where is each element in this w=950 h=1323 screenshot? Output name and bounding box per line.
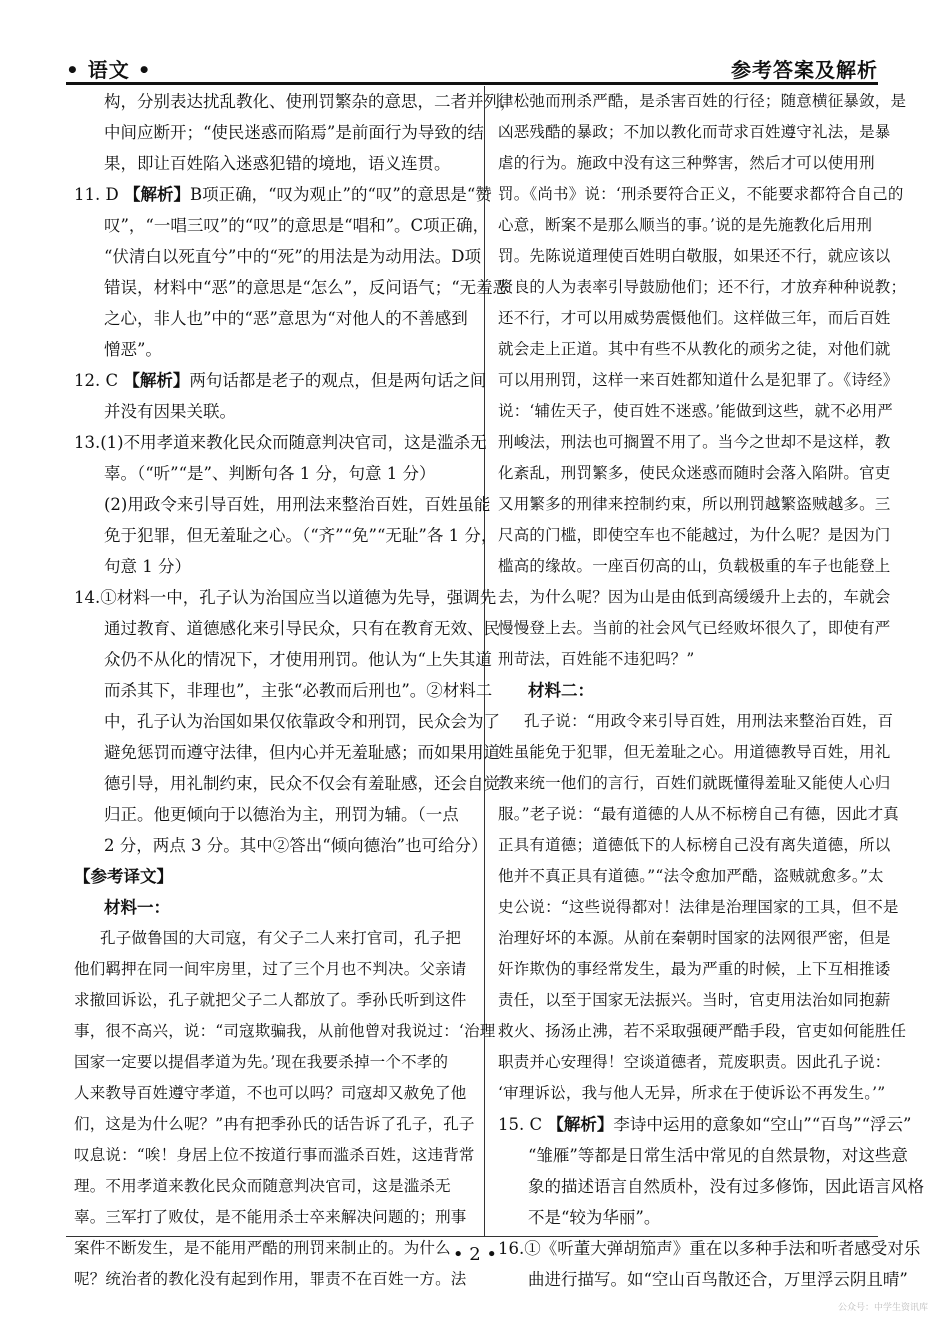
text-line: 叹”，“一唱三叹”的“叹”的意思是“唱和”。C项正确，: [104, 216, 490, 235]
text-line: 归正。他更倾向于以德治为主，刑罚为辅。（一点: [104, 805, 459, 824]
text-line: 职责并心安理得！空谈道德者，荒废职责。因此孔子说：: [498, 1053, 891, 1071]
text-line: 刑峻法，刑法也可搁置不用了。当今之世却不是这样，教: [498, 433, 891, 451]
text-line: 慢慢登上去。当前的社会风气已经败坏很久了，即使有严: [498, 619, 891, 637]
text-line: “伏清白以死直兮”中的“死”的用法是为动用法。D项: [104, 247, 481, 266]
text-line: 案件不断发生，是不能用严酷的刑罚来制止的。为什么: [74, 1239, 451, 1257]
text-line: 中间应断开；“使民迷惑而陷焉”是前面行为导致的结: [104, 123, 484, 142]
text-line: 求撤回诉讼，孔子就把父子二人都放了。季孙氏听到这件: [74, 991, 467, 1009]
text-line: 罚。《尚书》说：‘刑杀要符合正义，不能要求都符合自己的: [498, 185, 904, 203]
text-line: 姓虽能免于犯罪，但无羞耻之心。用道德教导百姓，用礼: [498, 743, 891, 761]
text-line: 辜。三军打了败仗，是不能用杀士卒来解决问题的；刑事: [74, 1208, 467, 1226]
text-line: 说：‘辅佐天子，使百姓不迷惑。’能做到这些，就不必用严: [498, 402, 894, 420]
text-line: “雏雁”等都是日常生活中常见的自然景物，对这些意: [528, 1146, 908, 1165]
text-line: 虐的行为。施政中没有这三种弊害，然后才可以使用刑: [498, 154, 875, 172]
text-line: 责任，以至于国家无法振兴。当时，官吏用法治如同抱薪: [498, 991, 891, 1009]
text-line: (1)不用孝道来教化民众而随意判决官司，这是滥杀无: [100, 433, 487, 452]
text-line: 他并不真正具有道德。”“法令愈加严酷，盗贼就愈多。”太: [498, 867, 884, 885]
subject-label: • 语文 •: [66, 58, 152, 82]
text-line: 罚。先陈说道理使百姓明白敬服，如果还不行，就应该以: [498, 247, 891, 265]
material-one-title: 材料一：: [104, 898, 170, 917]
material-two-title: 材料二：: [528, 681, 594, 700]
text-line: 曲进行描写。如“空山百鸟散还合，万里浮云阴且晴”: [528, 1270, 908, 1289]
material-one-translation-continued: [498, 86, 907, 675]
question-number: 14.: [74, 588, 101, 607]
material-two-translation: [498, 706, 907, 1109]
text-line: 通过教育、道德感化来引导民众，只有在教育无效、民: [104, 619, 500, 638]
text-line: 尺高的门槛，即使空车也不能越过，为什么呢？是因为门: [498, 526, 891, 544]
text-line: 两句话都是老子的观点，但是两句话之间: [189, 371, 487, 390]
question-number: 13.: [74, 433, 101, 452]
text-line: 治理好坏的本源。从前在秦朝时国家的法网很严密，但是: [498, 929, 891, 947]
watermark: 公众号：中学生资讯库: [837, 1303, 928, 1313]
text-line: ①材料一中，孔子认为治国应当以道德为先导，强调先: [100, 588, 497, 607]
text-line: 贤良的人为表率引导鼓励他们；还不行，才放弃种种说教；: [498, 278, 907, 296]
text-line: 2 分，两点 3 分。其中②答出“倾向德治”也可给分）: [104, 836, 488, 855]
text-line: 正具有道德；道德低下的人标榜自己没有离失道德，所以: [498, 836, 891, 854]
text-line: 刑苛法，百姓能不违犯吗？”: [498, 650, 695, 668]
text-line: 句意 1 分）: [104, 557, 191, 576]
text-line: 叹息说：“唉！身居上位不按道行事而滥杀百姓，这违背常: [74, 1146, 475, 1164]
text-line: ①《听董大弹胡笳声》重在以多种手法和听者感受对乐: [524, 1239, 921, 1258]
answer-10-continuation: [74, 86, 517, 179]
text-line: 又用繁多的刑律来控制约束，所以刑罚越繁盗贼越多。三: [498, 495, 891, 513]
question-number: 15. C: [498, 1115, 543, 1134]
text-line: 奸诈欺伪的事经常发生，最为严重的时候，上下互相推诿: [498, 960, 891, 978]
text-line: 众仍不从化的情况下，才使用刑罚。他认为“上失其道: [104, 650, 492, 669]
text-line: 凶恶残酷的暴政；不加以教化而苛求百姓遵守礼法，是暴: [498, 123, 891, 141]
text-line: 避免惩罚而遵守法律，但内心并无羞耻感；而如果用道: [104, 743, 500, 762]
text-line: 国家一定要以提倡孝道为先。’现在我要杀掉一个不孝的: [74, 1053, 449, 1071]
text-line: 果，即让百姓陷入迷惑犯错的境地，语义连贯。: [104, 154, 451, 173]
answer-15: [498, 1109, 924, 1233]
header-rule: [66, 82, 878, 85]
text-line: 心意，断案不是那么顺当的事。’说的是先施教化后用刑: [498, 216, 873, 234]
text-line: 去，为什么呢？因为山是由低到高缓缓升上去的，车就会: [498, 588, 891, 606]
text-line: 构，分别表达扰乱教化、使刑罚繁杂的意思，二者并列，: [104, 92, 517, 111]
text-line: 化紊乱，刑罚繁多，使民众迷惑而随时会落入陷阱。官吏: [498, 464, 891, 482]
analysis-label: 【解析】: [547, 1115, 614, 1134]
question-number: 12. C: [74, 371, 119, 390]
question-number: 11. D: [74, 185, 119, 204]
text-line: 孔子做鲁国的大司寇，有父子二人来打官司，孔子把: [100, 929, 462, 947]
text-line: 呢？统治者的教化没有起到作用，罪责不在百姓一方。法: [74, 1270, 467, 1288]
answer-12: [74, 365, 487, 427]
text-line: 救火、扬汤止沸，若不采取强硬严酷手段，官吏如何能胜任: [498, 1022, 907, 1040]
text-line: 错误，材料中“恶”的意思是“怎么”，反问语气；“无羞恶: [104, 278, 510, 297]
text-line: 之心，非人也”中的“恶”意思为“对他人的不善感到: [104, 309, 468, 328]
question-number: 16.: [498, 1239, 525, 1258]
section-title: 参考答案及解析: [731, 58, 878, 82]
text-line: 们，这是为什么呢？”冉有把季孙氏的话告诉了孔子，孔子: [74, 1115, 475, 1133]
text-line: 他们羁押在同一间牢房里，过了三个月也不判决。父亲请: [74, 960, 467, 978]
text-line: 免于犯罪，但无羞耻之心。（“齐”“免”“无耻”各 1 分，: [104, 526, 498, 545]
text-line: 中，孔子认为治国如果仅依靠政令和刑罚，民众会为了: [104, 712, 500, 731]
text-line: 人来教导百姓遵守孝道，不也可以吗？司寇却又赦免了他: [74, 1084, 467, 1102]
text-line: 并没有因果关联。: [104, 402, 236, 421]
analysis-label: 【解析】: [123, 371, 190, 390]
right-column: [498, 86, 924, 1289]
text-line: 服。”老子说：“最有道德的人从不标榜自己有德，因此才真: [498, 805, 899, 823]
page-header: [66, 50, 878, 84]
text-line: 孔子说：“用政令来引导百姓，用刑法来整治百姓，百: [524, 712, 894, 730]
text-line: ‘审理诉讼，我与他人无异，所求在于使诉讼不再发生。’”: [498, 1084, 886, 1102]
footer-rule: [66, 1236, 878, 1237]
text-line: 李诗中运用的意象如“空山”“百鸟”“浮云”: [613, 1115, 912, 1134]
text-line: 德引导，用礼制约束，民众不仅会有羞耻感，还会自觉: [104, 774, 500, 793]
analysis-label: 【解析】: [123, 185, 190, 204]
text-line: 不是“较为华丽”。: [528, 1208, 661, 1227]
text-line: 就会走上正道。其中有些不从教化的顽劣之徒，对他们就: [498, 340, 891, 358]
answer-11: [74, 179, 510, 365]
text-line: 理。不用孝道来教化民众而随意判决官司，这是滥杀无: [74, 1177, 451, 1195]
text-line: 辜。（“听”“是”、判断句各 1 分，句意 1 分）: [104, 464, 436, 483]
page-number: • 2 •: [452, 1244, 498, 1265]
text-line: B项正确，“叹为观止”的“叹”的意思是“赞: [189, 185, 492, 204]
answer-13: [74, 427, 498, 582]
text-line: 还不行，才可以用威势震慑他们。这样做三年，而后百姓: [498, 309, 891, 327]
text-line: 憎恶”。: [104, 340, 162, 359]
answer-14: [74, 582, 500, 861]
reference-translation-heading: 【参考译文】: [74, 867, 173, 886]
material-one-translation: [74, 923, 496, 1295]
text-line: 事，很不高兴，说：“司寇欺骗我，从前他曾对我说过：‘治理: [74, 1022, 496, 1040]
text-line: 而杀其下，非理也”，主张“必教而后刑也”。②材料二: [104, 681, 493, 700]
text-line: 可以用刑罚，这样一来百姓都知道什么是犯罪了。《诗经》: [498, 371, 899, 389]
text-line: 教来统一他们的言行，百姓们就既懂得羞耻又能使人心归: [498, 774, 891, 792]
text-line: 象的描述语言自然质朴，没有过多修饰，因此语言风格: [528, 1177, 924, 1196]
text-line: 律松弛而刑杀严酷，是杀害百姓的行径；随意横征暴敛，是: [498, 92, 907, 110]
text-line: (2)用政令来引导百姓，用刑法来整治百姓，百姓虽能: [104, 495, 491, 514]
text-line: 槛高的缘故。一座百仞高的山，负载极重的车子也能登上: [498, 557, 891, 575]
text-line: 史公说：“这些说得都对！法律是治理国家的工具，但不是: [498, 898, 899, 916]
